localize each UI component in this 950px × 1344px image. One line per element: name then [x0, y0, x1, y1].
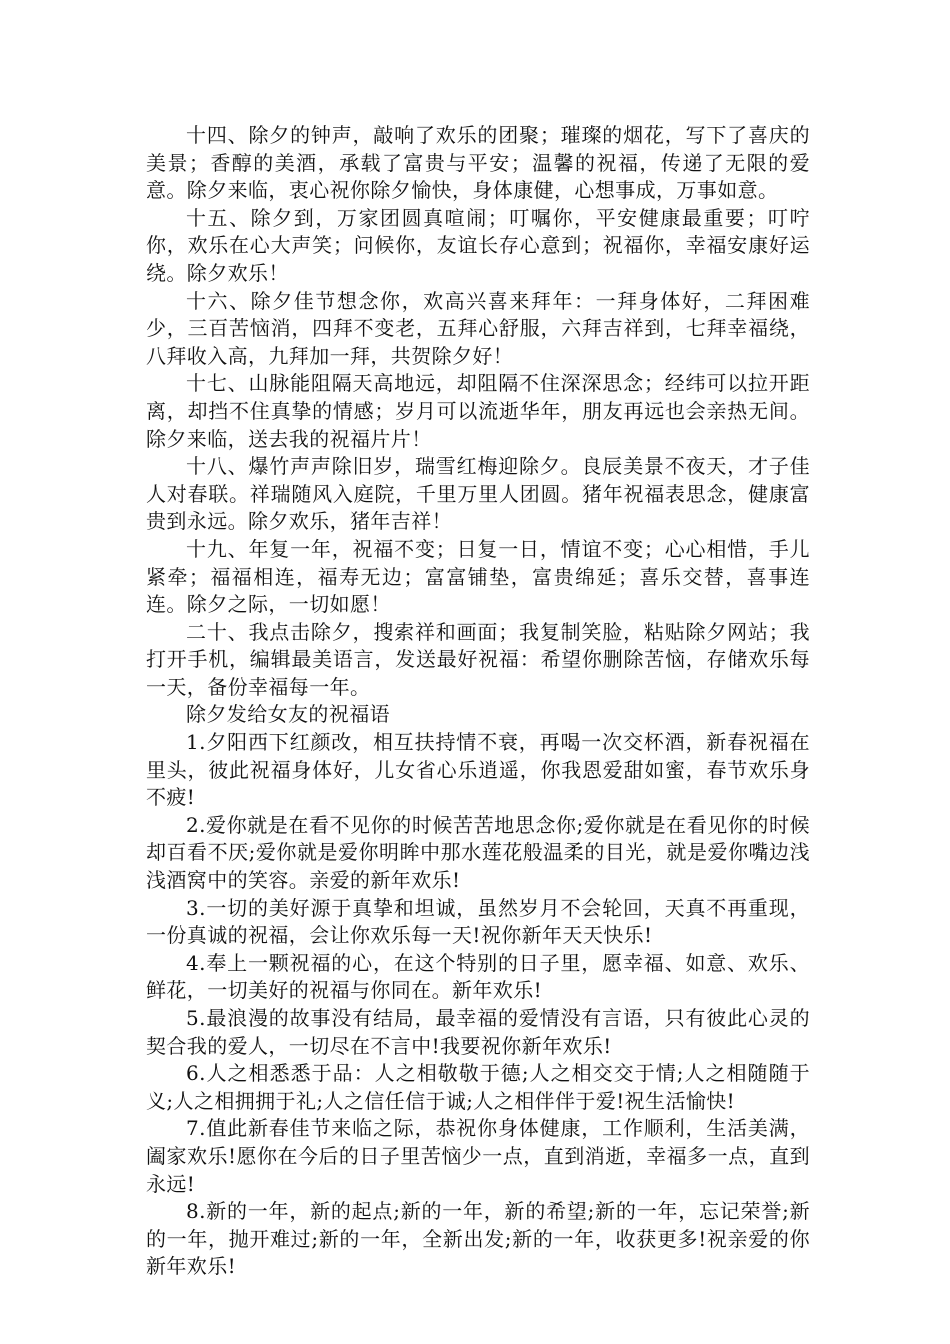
paragraph-19: 十九、年复一年，祝福不变；日复一日，情谊不变；心心相惜，手儿紧牵；福福相连，福寿无边；富富铺垫，富贵绵延；喜乐交替，喜事连连。除夕之际，一切如愿！ — [146, 536, 810, 617]
wish-item-8: 8.新的一年，新的起点;新的一年，新的希望;新的一年，忘记荣誉;新的一年，抛开难过;新的一年，全新出发;新的一年，收获更多!祝亲爱的你新年欢乐! — [146, 1199, 810, 1279]
wish-item-2: 2.爱你就是在看不见你的时候苦苦地思念你;爱你就是在看见你的时候却百看不厌;爱你就是爱你明眸中那水莲花般温柔的目光，就是爱你嘴边浅浅酒窝中的笑容。亲爱的新年欢乐! — [146, 812, 810, 893]
paragraph-14: 十四、除夕的钟声，敲响了欢乐的团聚；璀璨的烟花，写下了喜庆的美景；香醇的美酒，承载了富贵与平安；温馨的祝福，传递了无限的爱意。除夕来临，衷心祝你除夕愉快，身体康健，心想事成，万事如意。 — [146, 123, 810, 203]
paragraph-15: 十五、除夕到，万家团圆真喧闹；叮嘱你，平安健康最重要；叮咛你，欢乐在心大声笑；问候你，友谊长存心意到；祝福你，幸福安康好运绕。除夕欢乐！ — [146, 205, 810, 285]
document-body — [146, 122, 810, 1281]
wish-item-7: 7.值此新春佳节来临之际，恭祝你身体健康，工作顺利，生活美满，阖家欢乐!愿你在今后的日子里苦恼少一点，直到消逝，幸福多一点，直到永远! — [146, 1116, 810, 1196]
paragraph-17: 十七、山脉能阻隔天高地远，却阻隔不住深深思念；经纬可以拉开距离，却挡不住真挚的情感；岁月可以流逝华年，朋友再远也会亲热无间。除夕来临，送去我的祝福片片！ — [146, 371, 810, 451]
wish-item-3: 3.一切的美好源于真挚和坦诚，虽然岁月不会轮回，天真不再重现，一份真诚的祝福，会让你欢乐每一天!祝你新年天天快乐! — [146, 895, 810, 948]
wish-item-1: 1.夕阳西下红颜改，相互扶持情不衰，再喝一次交杯酒，新春祝福在里头，彼此祝福身体好，儿女省心乐逍遥，你我恩爱甜如蜜，春节欢乐身不疲! — [146, 730, 810, 810]
wish-item-4: 4.奉上一颗祝福的心，在这个特别的日子里，愿幸福、如意、欢乐、鲜花，一切美好的祝福与你同在。新年欢乐! — [146, 950, 810, 1003]
wish-item-6: 6.人之相悉悉于品：人之相敬敬于德;人之相交交于情;人之相随随于义;人之相拥拥于礼;人之信任信于诚;人之相伴伴于爱!祝生活愉快! — [146, 1061, 810, 1113]
paragraph-18: 十八、爆竹声声除旧岁，瑞雪红梅迎除夕。良辰美景不夜天，才子佳人对春联。祥瑞随风入庭院，千里万里人团圆。猪年祝福表思念，健康富贵到永远。除夕欢乐，猪年吉祥！ — [146, 454, 810, 534]
paragraph-16: 十六、除夕佳节想念你，欢高兴喜来拜年：一拜身体好，二拜困难少，三百苦恼消，四拜不变老，五拜心舒服，六拜吉祥到，七拜幸福绕，八拜收入高，九拜加一拜，共贺除夕好！ — [146, 288, 810, 368]
section-heading: 除夕发给女友的祝福语 — [186, 702, 390, 727]
paragraph-20: 二十、我点击除夕，搜索祥和画面；我复制笑脸，粘贴除夕网站；我打开手机，编辑最美语言，发送最好祝福：希望你删除苦恼，存储欢乐每一天，备份幸福每一年。 — [146, 619, 810, 699]
wish-item-5: 5.最浪漫的故事没有结局，最幸福的爱情没有言语，只有彼此心灵的契合我的爱人，一切尽在不言中!我要祝你新年欢乐! — [146, 1006, 810, 1058]
